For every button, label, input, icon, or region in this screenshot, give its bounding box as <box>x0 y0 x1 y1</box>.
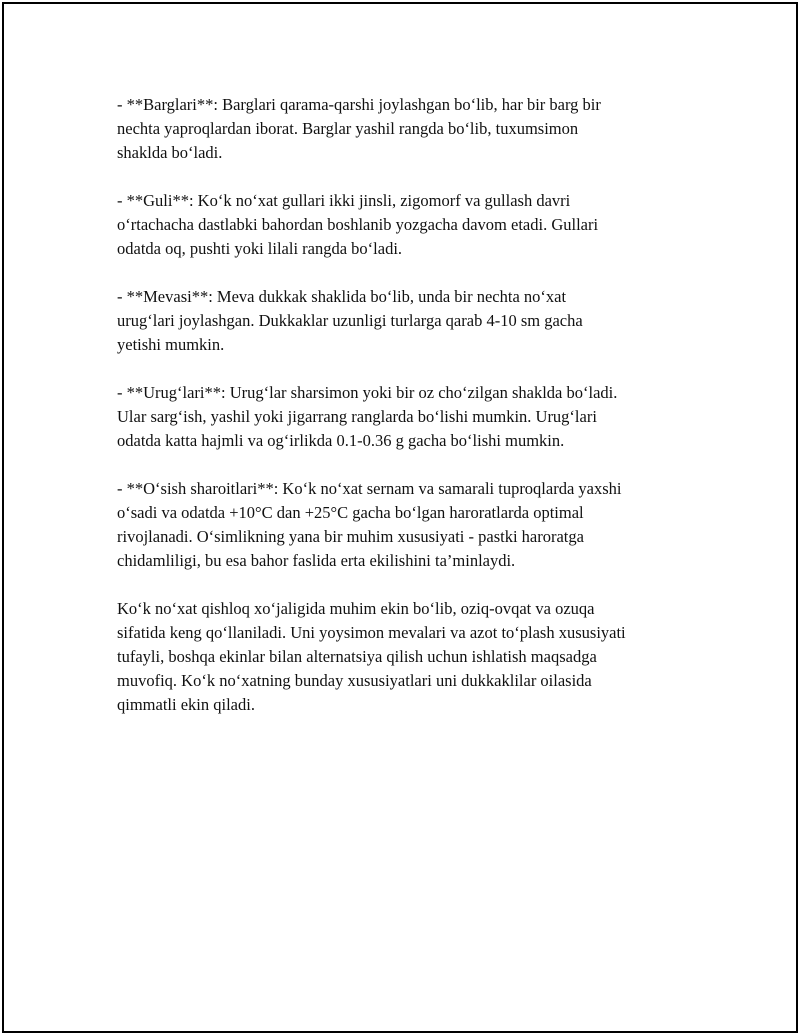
text-line: qimmatli ekin qiladi. <box>117 695 255 714</box>
text-line: shaklda bo‘ladi. <box>117 143 223 162</box>
text-line: - **O‘sish sharoitlari**: Ko‘k no‘xat sernam va samarali tuproqlarda yaxshi <box>117 479 622 498</box>
text-line: rivojlanadi. O‘simlikning yana bir muhim xususiyati - pastki haroratga <box>117 527 584 546</box>
text-line: - **Guli**: Ko‘k no‘xat gullari ikki jinsli, zigomorf va gullash davri <box>117 191 571 210</box>
text-line: o‘rtachacha dastlabki bahordan boshlanib yozgacha davom etadi. Gullari <box>117 215 599 234</box>
paragraph-conclusion <box>117 597 692 717</box>
document-body <box>117 93 692 741</box>
text-line: - **Barglari**: Barglari qarama-qarshi joylashgan bo‘lib, har bir barg bir <box>117 95 601 114</box>
text-line: yetishi mumkin. <box>117 335 225 354</box>
text-line: o‘sadi va odatda +10°C dan +25°C gacha bo‘lgan haroratlarda optimal <box>117 503 584 522</box>
text-line: - **Urug‘lari**: Urug‘lar sharsimon yoki bir oz cho‘zilgan shaklda bo‘ladi. <box>117 383 618 402</box>
text-line: odatda oq, pushti yoki lilali rangda bo‘ladi. <box>117 239 403 258</box>
paragraph-uruglari <box>117 381 692 453</box>
text-line: nechta yaproqlardan iborat. Barglar yashil rangda bo‘lib, tuxumsimon <box>117 119 579 138</box>
text-line: odatda katta hajmli va og‘irlikda 0.1-0.36 g gacha bo‘lishi mumkin. <box>117 431 565 450</box>
text-line: Ular sarg‘ish, yashil yoki jigarrang ranglarda bo‘lishi mumkin. Urug‘lari <box>117 407 597 426</box>
text-line: tufayli, boshqa ekinlar bilan alternatsiya qilish uchun ishlatish maqsadga <box>117 647 597 666</box>
paragraph-osish-sharoitlari <box>117 477 692 573</box>
text-line: sifatida keng qo‘llaniladi. Uni yoysimon mevalari va azot to‘plash xususiyati <box>117 623 626 642</box>
text-line: urug‘lari joylashgan. Dukkaklar uzunligi turlarga qarab 4-10 sm gacha <box>117 311 583 330</box>
text-line: muvofiq. Ko‘k no‘xatning bunday xususiyatlari uni dukkaklilar oilasida <box>117 671 592 690</box>
paragraph-mevasi <box>117 285 692 357</box>
text-line: chidamliligi, bu esa bahor faslida erta ekilishini ta’minlaydi. <box>117 551 516 570</box>
paragraph-guli <box>117 189 692 261</box>
paragraph-barglari <box>117 93 692 165</box>
text-line: - **Mevasi**: Meva dukkak shaklida bo‘lib, unda bir nechta no‘xat <box>117 287 567 306</box>
text-line: Ko‘k no‘xat qishloq xo‘jaligida muhim ekin bo‘lib, oziq-ovqat va ozuqa <box>117 599 595 618</box>
